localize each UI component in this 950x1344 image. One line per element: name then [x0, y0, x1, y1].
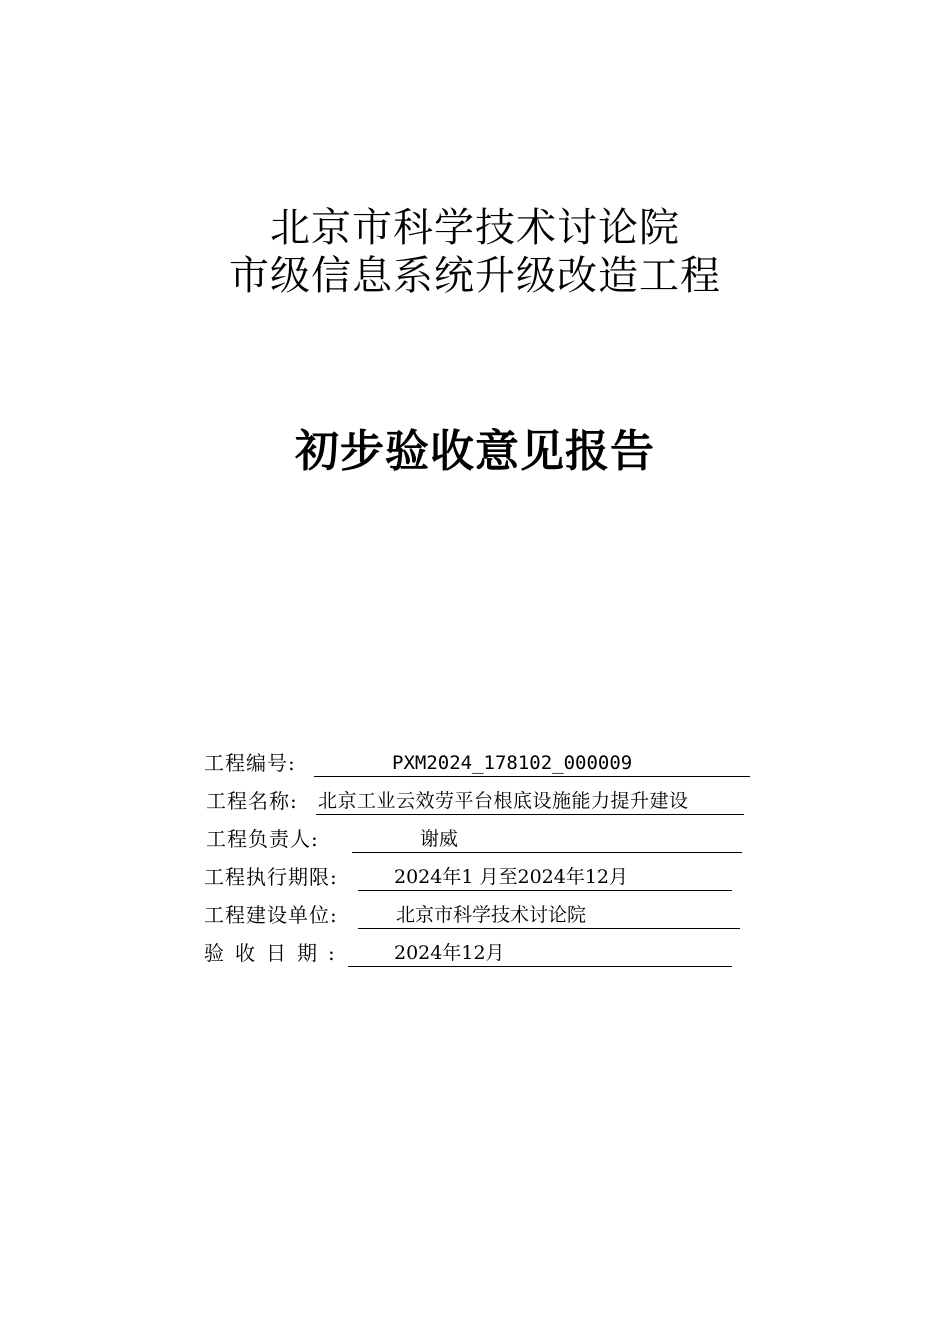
project-name-label: 工程名称:	[206, 789, 298, 813]
project-no-label: 工程编号:	[204, 751, 296, 775]
acceptance-date-value: 2024年12月	[394, 942, 505, 964]
construction-unit-field	[358, 900, 740, 929]
info-row-acceptance-date	[204, 938, 734, 968]
project-no-field	[314, 748, 750, 777]
title-line-2: 市级信息系统升级改造工程	[229, 253, 721, 299]
info-row-period	[204, 862, 734, 892]
project-leader-field	[352, 824, 742, 853]
project-name-value: 北京工业云效劳平台根底设施能力提升建设	[318, 790, 689, 812]
report-title: 初步验收意见报告	[295, 426, 655, 477]
info-row-project-name	[206, 786, 746, 816]
info-row-project-leader	[206, 824, 744, 854]
period-value: 2024年1 月至2024年12月	[394, 866, 629, 888]
project-no-value: PXM2024_178102_000009	[392, 752, 633, 774]
project-name-field	[316, 786, 744, 815]
project-leader-value: 谢威	[420, 828, 459, 850]
acceptance-date-label: 验收日期:	[204, 941, 346, 965]
title-line-1: 北京市科学技术讨论院	[270, 205, 680, 251]
project-leader-label: 工程负责人:	[206, 827, 319, 851]
period-field	[358, 862, 732, 891]
acceptance-date-field	[348, 938, 732, 967]
info-row-construction-unit	[204, 900, 742, 930]
info-row-project-no	[204, 748, 752, 778]
period-label: 工程执行期限:	[204, 865, 338, 889]
construction-unit-label: 工程建设单位:	[204, 903, 338, 927]
construction-unit-value: 北京市科学技术讨论院	[396, 904, 587, 926]
